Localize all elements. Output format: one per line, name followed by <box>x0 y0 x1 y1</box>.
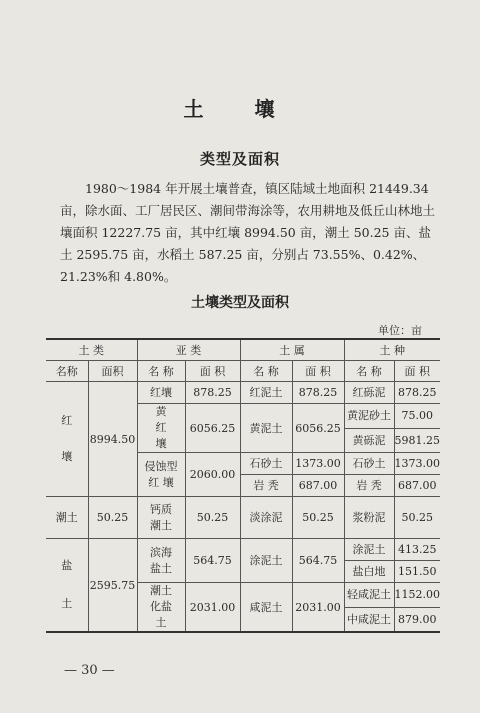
soil-class-name: 盐 土 <box>46 539 88 633</box>
genus-area: 564.75 <box>292 539 344 583</box>
soil-type-table <box>46 338 440 633</box>
section-title: 类型及面积 <box>199 150 280 168</box>
genus-area: 2031.00 <box>292 583 344 633</box>
table-row <box>46 539 440 561</box>
species-area: 687.00 <box>394 475 440 497</box>
header-name: 名称 <box>46 361 88 382</box>
genus-name: 黄泥土 <box>240 404 292 453</box>
header-name: 名 称 <box>137 361 185 382</box>
species-area: 413.25 <box>394 539 440 561</box>
species-area: 879.00 <box>394 607 440 632</box>
subclass-area: 564.75 <box>185 539 240 583</box>
page-number: — 30 — <box>64 663 115 678</box>
genus-name: 石砂土 <box>240 453 292 475</box>
header-area: 面 积 <box>185 361 240 382</box>
header-area: 面 积 <box>394 361 440 382</box>
species-name: 黄泥砂土 <box>344 404 394 429</box>
subclass-name: 潮土 化盐 土 <box>137 583 185 633</box>
header-species: 土 种 <box>344 339 440 361</box>
soil-class-area: 2595.75 <box>88 539 137 633</box>
table-title: 土壤类型及面积 <box>191 295 289 311</box>
genus-name: 涂泥土 <box>240 539 292 583</box>
header-name: 名 称 <box>240 361 292 382</box>
genus-area: 1373.00 <box>292 453 344 475</box>
genus-area: 687.00 <box>292 475 344 497</box>
soil-class-area: 50.25 <box>88 497 137 539</box>
species-area: 878.25 <box>394 382 440 404</box>
species-name: 涂泥土 <box>344 539 394 561</box>
body-paragraph: 1980～1984 年开展土壤普查，镇区陆域土地面积 21449.34 亩，除水面、工厂居民区、潮间带海涂等，农用耕地及低丘山林地土壤面积 12227.75 亩，其中红壤 8994.50 亩，潮土 50.25 亩、盐土 2595.75 亩，水稻土 587.25 亩，分别占 73.55%、0.42%、21.23%和 4.80%。 <box>60 181 436 284</box>
subclass-name: 红壤 <box>137 382 185 404</box>
header-row-1 <box>46 339 440 361</box>
header-row-2 <box>46 361 440 382</box>
header-area: 面积 <box>88 361 137 382</box>
header-genus: 土 属 <box>240 339 344 361</box>
subclass-name: 滨海 盐土 <box>137 539 185 583</box>
species-name: 中咸泥土 <box>344 607 394 632</box>
genus-name: 淡涂泥 <box>240 497 292 539</box>
species-area: 1373.00 <box>394 453 440 475</box>
subclass-name: 钙质 潮土 <box>137 497 185 539</box>
soil-class-name: 潮土 <box>46 497 88 539</box>
subclass-area: 50.25 <box>185 497 240 539</box>
species-name: 轻咸泥土 <box>344 583 394 608</box>
species-name: 岩 秃 <box>344 475 394 497</box>
header-name: 名 称 <box>344 361 394 382</box>
species-area: 1152.00 <box>394 583 440 608</box>
genus-area: 50.25 <box>292 497 344 539</box>
table-row <box>46 382 440 404</box>
soil-class-name: 红 壤 <box>46 382 88 497</box>
genus-area: 878.25 <box>292 382 344 404</box>
species-name: 盐白地 <box>344 561 394 583</box>
subclass-area: 2031.00 <box>185 583 240 633</box>
subclass-name: 侵蚀型 红 壤 <box>137 453 185 497</box>
subclass-name: 黄 红 壤 <box>137 404 185 453</box>
species-name: 黄砾泥 <box>344 428 394 453</box>
genus-area: 6056.25 <box>292 404 344 453</box>
genus-name: 红泥土 <box>240 382 292 404</box>
genus-name: 岩 秃 <box>240 475 292 497</box>
subclass-area: 2060.00 <box>185 453 240 497</box>
species-area: 151.50 <box>394 561 440 583</box>
subclass-area: 878.25 <box>185 382 240 404</box>
subclass-area: 6056.25 <box>185 404 240 453</box>
table-unit: 单位：亩 <box>378 324 422 337</box>
species-area: 75.00 <box>394 404 440 429</box>
species-area: 50.25 <box>394 497 440 539</box>
header-soil-class: 土 类 <box>46 339 137 361</box>
chapter-title: 土 壤 <box>183 97 297 121</box>
genus-name: 咸泥土 <box>240 583 292 633</box>
species-name: 石砂土 <box>344 453 394 475</box>
table-row <box>46 497 440 539</box>
species-name: 浆粉泥 <box>344 497 394 539</box>
soil-class-area: 8994.50 <box>88 382 137 497</box>
species-name: 红砾泥 <box>344 382 394 404</box>
header-area: 面 积 <box>292 361 344 382</box>
header-subclass: 亚 类 <box>137 339 240 361</box>
species-area: 5981.25 <box>394 428 440 453</box>
